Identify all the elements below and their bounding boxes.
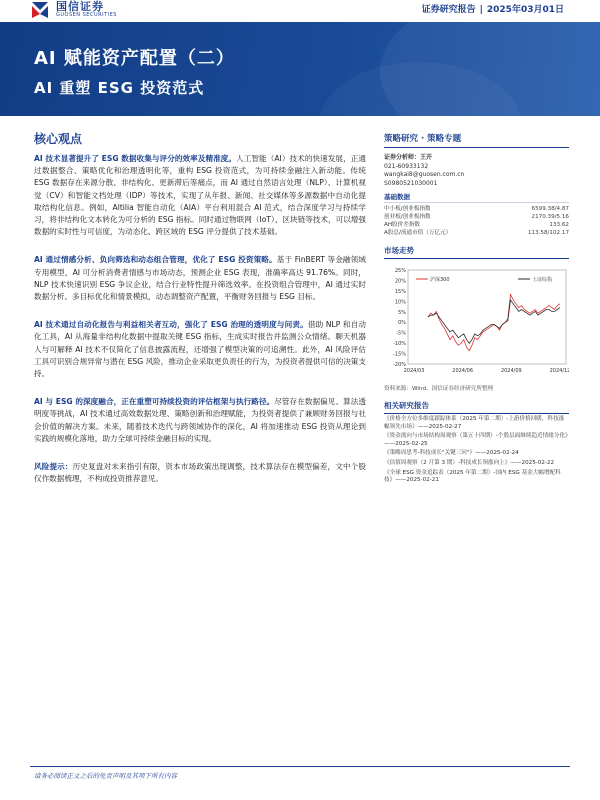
logo-mark-icon: [30, 0, 50, 20]
basic-data-title: 基础数据: [384, 192, 569, 203]
risk-lead: 风险提示：: [34, 462, 73, 472]
paragraph-body: 基于 FinBERT 等金融领域专用模型，AI 可分析消费者情感与市场动态，预测企业 ESG 表现，准确率高达 91.76%。同时，NLP 技术快速识别 ESG 争议企业，结合行业特性提升筛选效率。在投资组合管理中，AI 通过实时数据分析、多目标优化和情景模拟，动态调整资产配置，平衡财务回报与 ESG 目标。: [34, 255, 366, 302]
sidebar-column: [384, 132, 569, 485]
market-trend-title: 市场走势: [384, 245, 569, 259]
footer-divider: [30, 766, 570, 767]
basic-data-row: [384, 213, 569, 221]
report-title: AI 赋能资产配置（二）: [34, 48, 235, 69]
legend-label: 沪深300: [430, 277, 450, 283]
basic-data-key: AH股价差指数: [384, 222, 421, 228]
basic-data-value: 6599.38/4.87: [531, 206, 569, 212]
paragraph-lead: AI 技术通过自动化报告与利益相关者互动，强化了 ESG 治理的透明度与问责。: [34, 320, 308, 330]
paragraph-lead: AI 与 ESG 的深度融合，正在重塑可持续投资的评估框架与执行路径。: [34, 397, 275, 407]
core-paragraph-4: [34, 396, 366, 445]
analyst-phone: 021-60933132: [384, 162, 429, 170]
report-type: 证券研究报告: [421, 5, 476, 15]
market-trend-svg: [384, 262, 569, 382]
y-tick-label: -15%: [393, 351, 406, 358]
report-date: 2025年03月01日: [486, 5, 564, 15]
y-tick-label: 15%: [394, 288, 406, 295]
basic-data-value: 2170.39/5.16: [531, 214, 569, 220]
y-tick-label: 0%: [398, 320, 406, 327]
series-line-1: [428, 294, 560, 350]
y-tick-label: -10%: [393, 341, 406, 348]
core-paragraph-2: [34, 254, 366, 303]
chart-source: 资料来源：Wind、国信证券经济研究所整理: [384, 386, 494, 392]
report-subtitle: AI 重塑 ESG 投资范式: [34, 79, 205, 97]
series-line-2: [428, 300, 560, 343]
x-tick-label: 2024/09: [500, 368, 522, 374]
paragraph-lead: AI 通过情感分析、负向筛选和动态组合管理，优化了 ESG 投资策略。: [34, 255, 277, 265]
analyst-info: [384, 154, 569, 188]
paragraph-body: 尽管存在数据偏见、算法透明度等挑战，AI 技术通过高效数据处理、策略创新和治理赋能，为投资者提供了兼顾财务回报与社会价值的解决方案。未来，随着技术迭代与跨领域协作的深化，AI 将加速推动 ESG 投资从理论到实践的规模化落地，助力全球可持续金融目标的实现。: [34, 397, 366, 443]
footer-disclaimer: 请务必阅读正文之后的免责声明及其项下所有内容: [34, 772, 177, 780]
x-tick-label: 2024/06: [452, 368, 474, 374]
related-report-item[interactable]: 《全球 ESG 资金追踪表（2025 年第二期）-国内 ESG 基金大幅增配科技》——2025-02-21: [384, 469, 561, 484]
basic-data-key: A股总/流通市值（万亿元）: [384, 230, 452, 236]
analyst-cert: S0980521030001: [384, 179, 438, 187]
x-tick-label: 2024/03: [403, 368, 425, 374]
logo-name-cn: 国信证券: [56, 0, 104, 13]
core-paragraph-1: [34, 153, 366, 238]
header-separator: |: [479, 5, 483, 15]
related-report-item[interactable]: 《策略周思考-科技成长"关键三问"》——2025-02-24: [384, 450, 519, 457]
report-type-line: [422, 2, 564, 15]
basic-data-value: 113.58/102.17: [527, 230, 569, 236]
basic-data-key: 中小板/创业板指数: [384, 206, 431, 212]
report-category: 策略研究 · 策略专题: [384, 132, 569, 148]
y-tick-label: 10%: [394, 299, 406, 306]
core-views-column: [34, 130, 366, 485]
company-logo: [30, 0, 117, 20]
paragraph-body: 人工智能（AI）技术的快速发展，正通过数据整合、策略优化和治理透明化等，重构 ESG 投资范式，为可持续金融注入新动能。传统 ESG 数据存在来源分散、非结构化、更新滞后等痛点，而 AI 通过自然语言处理（NLP）、计算机视觉（CV）和智能文档处理（IDP）等技术，实现了从年报、新闻、社交媒体等多源数据中自动化提取结构化信息。例如，Altilia 智能自动化（AIA）平台利用混合 AI 范式，结合深度学习与持续学习，将非结构化文本转化为可分析的 ESG 指标。同时通过物联网（IoT）、区块链等技术，可以增强数据的实时性与可信度，为动态化、跨区域的 ESG 评分提供了技术基础。: [34, 154, 366, 237]
risk-warning: [34, 461, 366, 485]
related-reports-title: 相关研究报告: [384, 400, 569, 414]
y-tick-label: 25%: [394, 268, 406, 274]
basic-data-row: [384, 229, 569, 237]
x-tick-label: 2024/12: [549, 368, 569, 374]
y-tick-label: 5%: [398, 309, 406, 316]
related-report-item[interactable]: 《资金流向与市场结构周观察（第五十四期）-个股层面继续趋近情绪分化》——2025-02-25: [384, 433, 568, 447]
analyst-name: 王开: [420, 154, 433, 161]
legend-label: 上证综指: [532, 277, 553, 283]
market-trend-chart: [384, 262, 569, 382]
related-report-item[interactable]: 《估值周观察（2 月第 3 期）-科技成长领涨向上》——2025-02-22: [384, 459, 555, 466]
risk-body: 历史复盘对未来指引有限，资本市场政策出现调整，技术算法存在模型偏差，文中个股仅作数据梳理，不构成投资推荐意见。: [34, 462, 367, 484]
basic-data-value: 133.62: [549, 222, 569, 228]
basic-data-row: [384, 221, 569, 229]
paragraph-lead: AI 技术显著提升了 ESG 数据收集与评分的效率及精准度。: [34, 154, 237, 163]
related-report-item[interactable]: 《价格全方位多维度跟踪体系（2025 年第二期）-上游价格回暖，科技涨幅领先市场》——2025-02-27: [384, 416, 565, 430]
analyst-label: 证券分析师：: [384, 154, 421, 161]
y-tick-label: 20%: [394, 278, 406, 285]
y-tick-label: -20%: [393, 362, 406, 368]
basic-data-key: 创业板/创业板指数: [384, 214, 431, 220]
paragraph-body: 借助 NLP 和自动化工具，AI 从海量非结构化数据中提取关键 ESG 指标，生成实时报告并监测公众情绪。聊天机器人与可解释 AI 技术不仅简化了信息披露流程，还增强了模型决策的可追溯性。此外，AI 风险评估工具可识别合规异常与潜在 ESG 风险，推动企业采取更负责任的行为，为投资者提供可信的决策支持。: [34, 320, 366, 379]
title-banner: [0, 22, 600, 116]
core-paragraph-3: [34, 319, 366, 380]
section-title: 核心观点: [34, 132, 83, 146]
y-tick-label: -5%: [396, 330, 406, 337]
analyst-email[interactable]: wangkai8@guosen.com.cn: [384, 171, 465, 178]
plot-frame: [408, 270, 566, 364]
logo-name-en: GUOSEN SECURITIES: [56, 12, 117, 18]
basic-data-row: [384, 205, 569, 213]
